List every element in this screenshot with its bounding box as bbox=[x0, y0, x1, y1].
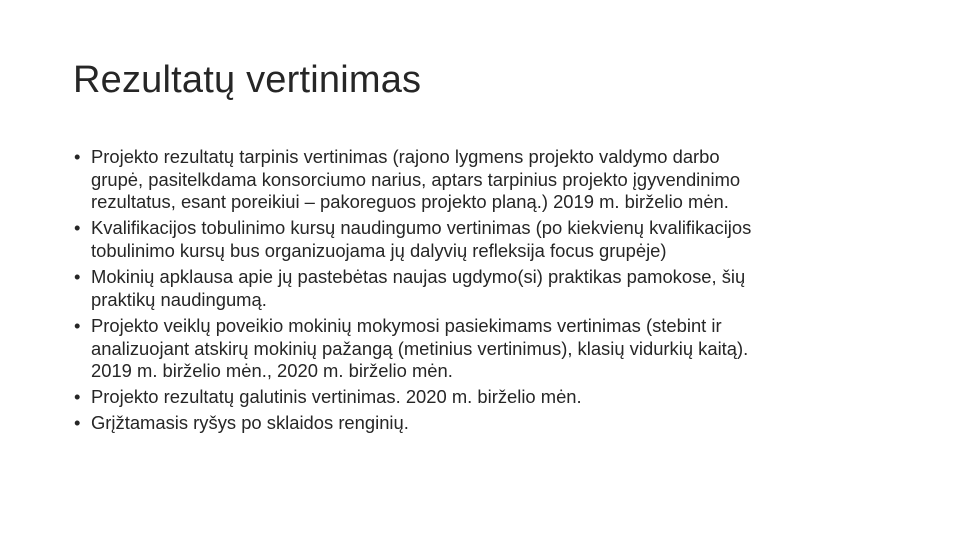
bullet-line: analizuojant atskirų mokinių pažangą (metinius vertinimus), klasių vidurkių kaitą). bbox=[91, 337, 749, 359]
bullet-line: praktikų naudingumą. bbox=[91, 288, 267, 310]
bullet-item bbox=[74, 386, 874, 409]
bullet-marker: • bbox=[74, 412, 81, 434]
bullet-item bbox=[74, 412, 874, 435]
bullet-line: Grįžtamasis ryšys po sklaidos renginių. bbox=[91, 412, 409, 434]
bullet-marker: • bbox=[74, 266, 81, 288]
bullet-line: Projekto rezultatų tarpinis vertinimas (rajono lygmens projekto valdymo darbo bbox=[91, 146, 720, 167]
bullet-item bbox=[74, 315, 874, 383]
bullet-line: rezultatus, esant poreikiui – pakoreguos projekto planą.) 2019 m. birželio mėn. bbox=[91, 191, 729, 213]
bullet-list bbox=[74, 146, 874, 438]
bullet-line: grupė, pasitelkdama konsorciumo narius, aptars tarpinius projekto įgyvendinimo bbox=[91, 168, 741, 190]
slide-title: Rezultatų vertinimas bbox=[73, 59, 422, 101]
bullet-marker: • bbox=[74, 146, 81, 167]
bullet-line: Kvalifikacijos tobulinimo kursų naudingumo vertinimas (po kiekvienų kvalifikacijos bbox=[91, 217, 752, 239]
bullet-line: Mokinių apklausa apie jų pastebėtas naujas ugdymo(si) praktikas pamokose, šių bbox=[91, 266, 746, 288]
bullet-item bbox=[74, 146, 874, 214]
bullet-line: Projekto rezultatų galutinis vertinimas. 2020 m. birželio mėn. bbox=[91, 386, 582, 408]
bullet-marker: • bbox=[74, 314, 81, 336]
bullet-line: Projekto veiklų poveikio mokinių mokymosi pasiekimams vertinimas (stebint ir bbox=[91, 314, 722, 336]
bullet-item bbox=[74, 266, 874, 311]
bullet-marker: • bbox=[74, 217, 81, 239]
bullet-line: tobulinimo kursų bus organizuojama jų dalyvių refleksija focus grupėje) bbox=[91, 240, 667, 262]
bullet-line: 2019 m. birželio mėn., 2020 m. birželio mėn. bbox=[91, 360, 453, 382]
bullet-marker: • bbox=[74, 386, 81, 408]
bullet-item bbox=[74, 217, 874, 262]
